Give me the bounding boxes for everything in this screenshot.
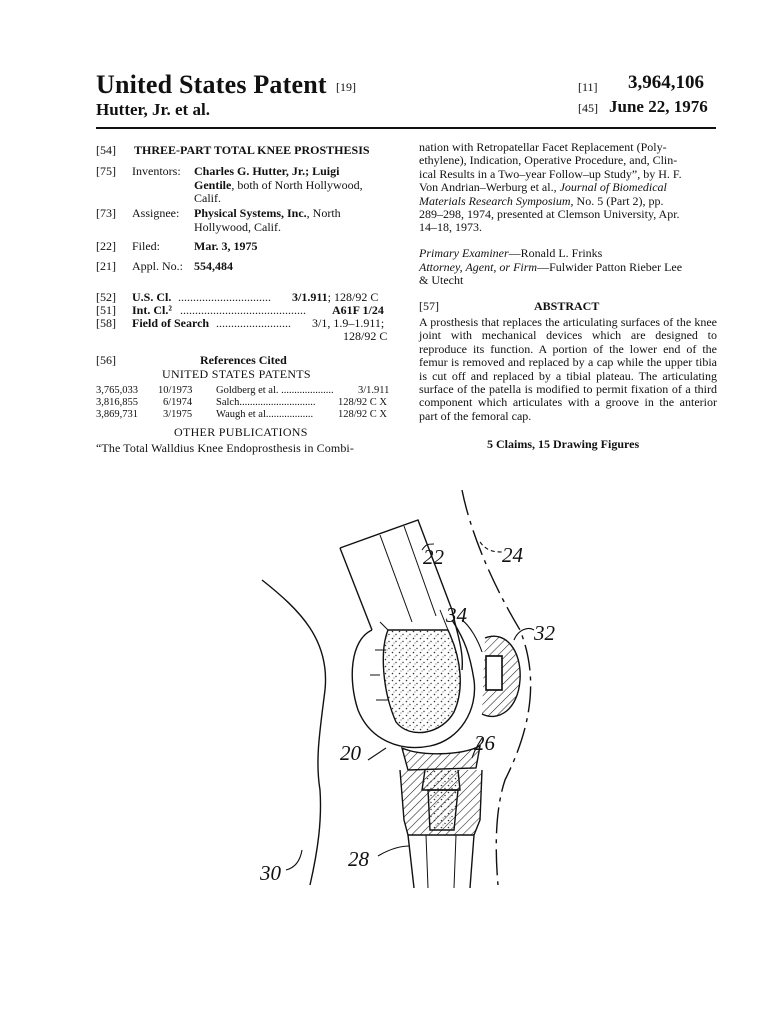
other-publications-heading: OTHER PUBLICATIONS bbox=[174, 425, 308, 439]
tibial-plateau bbox=[402, 746, 480, 770]
leader-28 bbox=[378, 846, 410, 856]
leader-20 bbox=[368, 748, 386, 760]
references-table bbox=[96, 385, 396, 425]
ref-name: Salch............................. bbox=[216, 397, 316, 408]
claims-summary: 5 Claims, 15 Drawing Figures bbox=[487, 437, 640, 451]
dot-leader: ......................... bbox=[216, 316, 291, 330]
dot-leader: ............................... bbox=[178, 290, 271, 304]
ref-date: 3/1975 bbox=[163, 409, 193, 420]
pub-line: Von Andrian–Werburg et al., bbox=[419, 180, 560, 195]
other-publication-continued bbox=[419, 141, 717, 235]
inventors-line1: Charles G. Hutter, Jr.; Luigi bbox=[194, 164, 340, 178]
abstract-heading: ABSTRACT bbox=[534, 299, 600, 313]
label-22: 22 bbox=[423, 545, 444, 569]
label-34: 34 bbox=[446, 603, 467, 627]
field-code: [57] bbox=[419, 299, 439, 313]
pub-line: 289–298, 1974, presented at Clemson University, Apr. bbox=[419, 207, 680, 222]
examiner-name: —Ronald L. Frinks bbox=[508, 246, 603, 260]
bone-core bbox=[383, 630, 460, 733]
us-cl-rest: ; 128/92 C bbox=[327, 290, 379, 304]
abstract-heading-row bbox=[419, 300, 717, 314]
search-value1: 3/1, 1.9–1.911; bbox=[312, 316, 385, 330]
field-label: Int. Cl.² bbox=[132, 303, 172, 317]
us-cl-bold: 3/1.911 bbox=[292, 290, 328, 304]
attorney-name: —Fulwider Patton Rieber Lee bbox=[537, 259, 683, 274]
label-30: 30 bbox=[260, 861, 281, 885]
label-28: 28 bbox=[348, 847, 369, 871]
header-date-code: [45] bbox=[578, 101, 598, 115]
field-search bbox=[96, 317, 396, 345]
ref-number: 3,869,731 bbox=[96, 409, 138, 420]
pub-line: , No. 5 (Part 2), pp. bbox=[570, 193, 664, 208]
attorney-label: Attorney, Agent, or Firm bbox=[419, 259, 538, 274]
field-label: Filed: bbox=[132, 239, 161, 253]
references-cited bbox=[96, 354, 396, 384]
pub-line: ical Results in a Two–year Follow–up Study”, by H. F. bbox=[419, 166, 682, 181]
field-code: [58] bbox=[96, 316, 116, 330]
examiner-label: Primary Examiner bbox=[419, 246, 509, 260]
leader-32 bbox=[514, 628, 534, 640]
references-subheading: UNITED STATES PATENTS bbox=[162, 367, 311, 381]
ref-class: 128/92 C X bbox=[338, 397, 388, 408]
label-20: 20 bbox=[340, 741, 361, 765]
leader-30 bbox=[286, 850, 302, 870]
assignee-name: Physical Systems, Inc. bbox=[194, 206, 307, 220]
inventors-line2-rest: , both of North Hollywood, bbox=[231, 177, 363, 192]
label-26: 26 bbox=[474, 731, 495, 755]
filed-date: Mar. 3, 1975 bbox=[194, 239, 258, 253]
ref-date: 10/1973 bbox=[158, 385, 193, 396]
pub-line: nation with Retropatellar Facet Replacement (Poly- bbox=[419, 140, 667, 154]
dot-leader: .......................................... bbox=[180, 303, 306, 317]
field-code: [22] bbox=[96, 239, 116, 253]
header-number-code: [11] bbox=[578, 80, 598, 94]
knee-prosthesis-figure bbox=[230, 490, 610, 890]
field-code: [52] bbox=[96, 290, 116, 304]
inventors-line2-bold: Gentile bbox=[194, 177, 232, 192]
ref-name: Goldberg et al. .................... bbox=[216, 385, 334, 396]
field-label: Assignee: bbox=[132, 206, 180, 220]
ref-class: 128/92 C X bbox=[338, 409, 388, 420]
appl-number: 554,484 bbox=[194, 259, 233, 273]
field-code: [73] bbox=[96, 206, 116, 220]
assignee-line1-rest: , North bbox=[306, 206, 341, 220]
invention-title: THREE-PART TOTAL KNEE PROSTHESIS bbox=[134, 143, 370, 157]
field-label: Field of Search bbox=[132, 316, 210, 330]
ref-number: 3,765,033 bbox=[96, 385, 138, 396]
pub-line: 14–18, 1973. bbox=[419, 220, 482, 235]
pub-line: ethylene), Indication, Operative Procedure, and, Clin- bbox=[419, 153, 678, 168]
assignee-line2: Hollywood, Calif. bbox=[194, 219, 281, 234]
field-code: [56] bbox=[96, 353, 116, 367]
journal-name-cont: Materials Research Symposium bbox=[419, 193, 571, 208]
examiner-block bbox=[419, 247, 717, 288]
label-32: 32 bbox=[534, 621, 555, 645]
header-title-code: [19] bbox=[336, 80, 356, 94]
field-label: U.S. Cl. bbox=[132, 290, 172, 304]
journal-name: Journal of Biomedical bbox=[559, 180, 667, 195]
ref-date: 6/1974 bbox=[163, 397, 193, 408]
label-24: 24 bbox=[502, 543, 523, 567]
field-code: [51] bbox=[96, 303, 116, 317]
tibia-shaft bbox=[408, 835, 474, 888]
other-publication-start: “The Total Walldius Knee Endoprosthesis in Combi- bbox=[96, 441, 354, 455]
patent-number: 3,964,106 bbox=[628, 72, 704, 93]
inventors-line3: Calif. bbox=[194, 191, 221, 205]
ref-class: 3/1.911 bbox=[358, 385, 390, 396]
references-heading: References Cited bbox=[200, 353, 287, 367]
attorney-name-cont: & Utecht bbox=[419, 273, 464, 287]
skin-outline-left bbox=[262, 580, 326, 885]
field-code: [54] bbox=[96, 143, 116, 157]
search-value2: 128/92 C bbox=[343, 329, 388, 343]
int-cl-value: A61F 1/24 bbox=[332, 303, 384, 317]
field-code: [75] bbox=[96, 164, 116, 178]
leader-24 bbox=[480, 542, 502, 552]
field-label: Inventors: bbox=[132, 164, 181, 178]
abstract-text: A prosthesis that replaces the articulating surfaces of the knee joint with mechanical devices which are designed to reproduce its function. A portion of the lower end of the femur is removed and replaced by a cap while the upper tibia is cut off and replaced by a tibial plateau. The articulating surface of the patella is modified to permit fixation of a third component which articulates with a groove in the anterior part of the femoral cap. bbox=[419, 315, 717, 423]
header-inventors: Hutter, Jr. et al. bbox=[96, 100, 210, 119]
header-rule bbox=[96, 127, 716, 129]
ref-number: 3,816,855 bbox=[96, 397, 138, 408]
ref-name: Waugh et al.................. bbox=[216, 409, 314, 420]
patent-header-title: United States Patent bbox=[96, 70, 327, 99]
patent-date: June 22, 1976 bbox=[609, 97, 708, 116]
field-label: Appl. No.: bbox=[132, 259, 183, 273]
field-code: [21] bbox=[96, 259, 116, 273]
